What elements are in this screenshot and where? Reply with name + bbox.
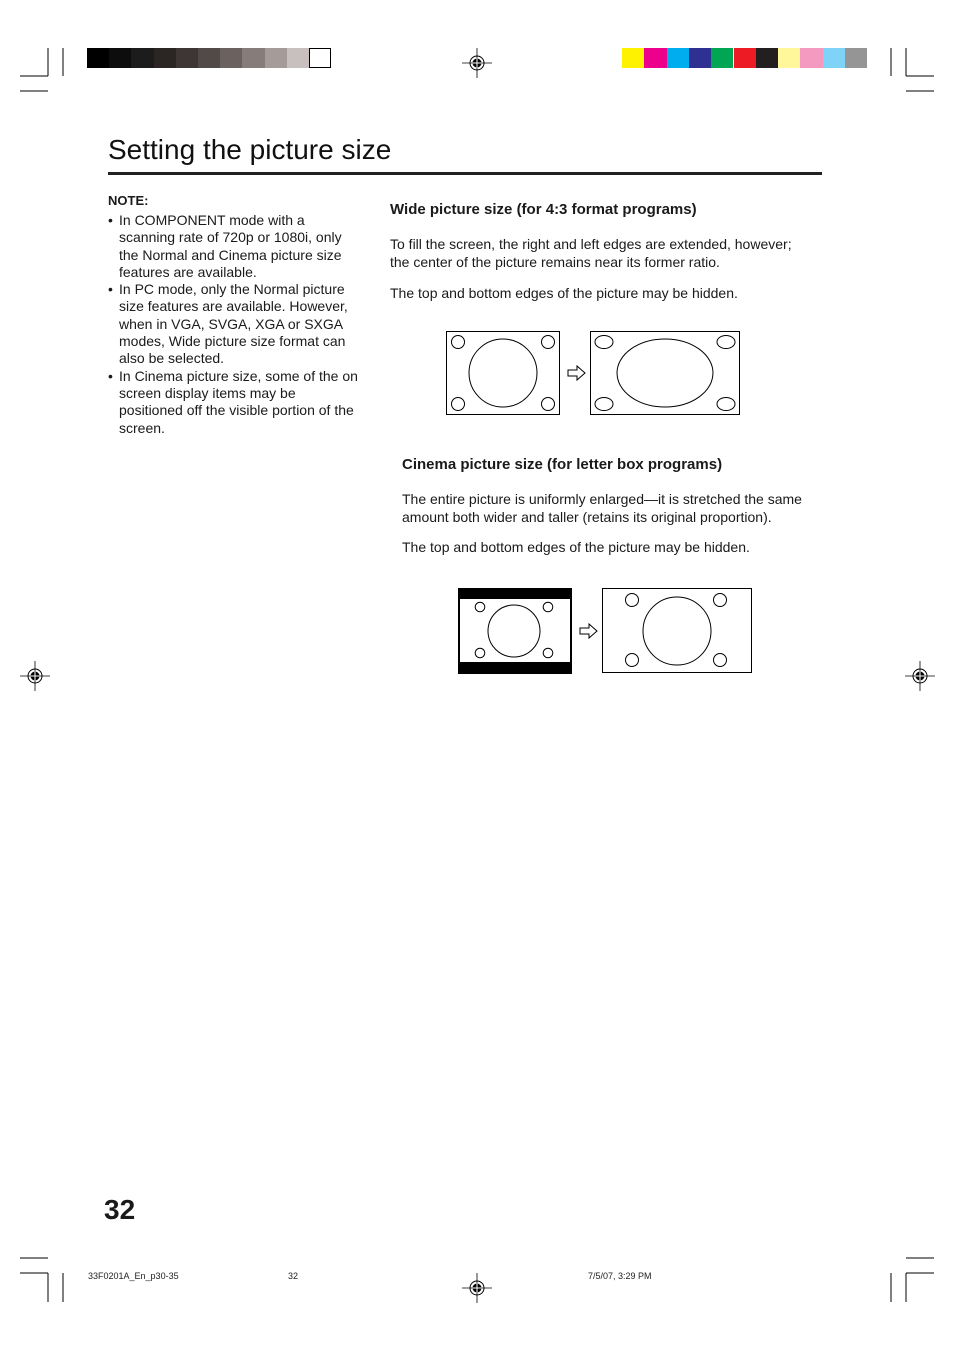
registration-mark-left-icon bbox=[20, 661, 50, 691]
note-item: • In Cinema picture size, some of the on screen display items may be positioned off the visible portion of the screen. bbox=[108, 368, 358, 437]
note-heading: NOTE: bbox=[108, 193, 149, 208]
note-item: • In COMPONENT mode with a scanning rate of 720p or 1080i, only the Normal and Cinema picture size features are available. bbox=[108, 212, 358, 281]
calibration-swatch bbox=[823, 48, 845, 68]
note-item: • In PC mode, only the Normal picture size features are available. However, when in VGA, SVGA, XGA or SXGA modes, Wide picture size format can also be selected. bbox=[108, 281, 358, 367]
footer-filename: 33F0201A_En_p30-35 bbox=[88, 1271, 179, 1281]
calibration-swatch bbox=[667, 48, 689, 68]
wide-after-screen bbox=[591, 332, 740, 415]
calibration-swatch bbox=[220, 48, 242, 68]
calibration-swatch bbox=[154, 48, 176, 68]
calibration-swatch bbox=[87, 48, 109, 68]
page-number: 32 bbox=[104, 1194, 136, 1225]
calibration-swatch bbox=[845, 48, 867, 68]
title-rule bbox=[108, 172, 822, 175]
calibration-swatch bbox=[756, 48, 778, 68]
calibration-swatch bbox=[644, 48, 666, 68]
calibration-swatch bbox=[689, 48, 711, 68]
registration-mark-bottom-icon bbox=[462, 1273, 492, 1303]
calibration-swatch bbox=[176, 48, 198, 68]
cinema-before-screen bbox=[458, 588, 572, 674]
calibration-swatch bbox=[131, 48, 153, 68]
footer-date: 7/5/07, 3:29 PM bbox=[588, 1271, 652, 1281]
calibration-swatch bbox=[265, 48, 287, 68]
registration-mark-right-icon bbox=[905, 661, 935, 691]
cinema-illustration bbox=[456, 586, 756, 676]
arrow-right-icon bbox=[580, 624, 597, 638]
wide-para-2: The top and bottom edges of the picture may be hidden. bbox=[390, 285, 738, 301]
cinema-para-1: The entire picture is uniformly enlarged—it is stretched the same amount both wider and taller (retains its original proportion). bbox=[402, 491, 802, 525]
page-title: Setting the picture size bbox=[108, 134, 392, 165]
cinema-heading: Cinema picture size (for letter box programs) bbox=[402, 456, 723, 473]
calibration-swatch bbox=[778, 48, 800, 68]
calibration-swatch bbox=[622, 48, 644, 68]
calibration-swatch bbox=[198, 48, 220, 68]
registration-mark-top-icon bbox=[462, 48, 492, 78]
calibration-swatch bbox=[734, 48, 756, 68]
calibration-swatch bbox=[309, 48, 331, 68]
wide-heading: Wide picture size (for 4:3 format programs) bbox=[390, 201, 697, 218]
calibration-swatch bbox=[800, 48, 822, 68]
arrow-right-icon bbox=[568, 366, 585, 380]
calibration-swatch bbox=[287, 48, 309, 68]
cinema-para-2: The top and bottom edges of the picture may be hidden. bbox=[402, 539, 750, 555]
calibration-swatch bbox=[109, 48, 131, 68]
wide-illustration bbox=[444, 329, 744, 419]
calibration-swatch bbox=[242, 48, 264, 68]
footer-page: 32 bbox=[288, 1271, 299, 1281]
wide-before-screen bbox=[447, 332, 560, 415]
calibration-swatch bbox=[711, 48, 733, 68]
wide-para-1: To fill the screen, the right and left edges are extended, however; the center of the picture remains near its former ratio. bbox=[390, 236, 792, 270]
note-list bbox=[108, 212, 358, 437]
cinema-after-screen bbox=[603, 589, 752, 673]
